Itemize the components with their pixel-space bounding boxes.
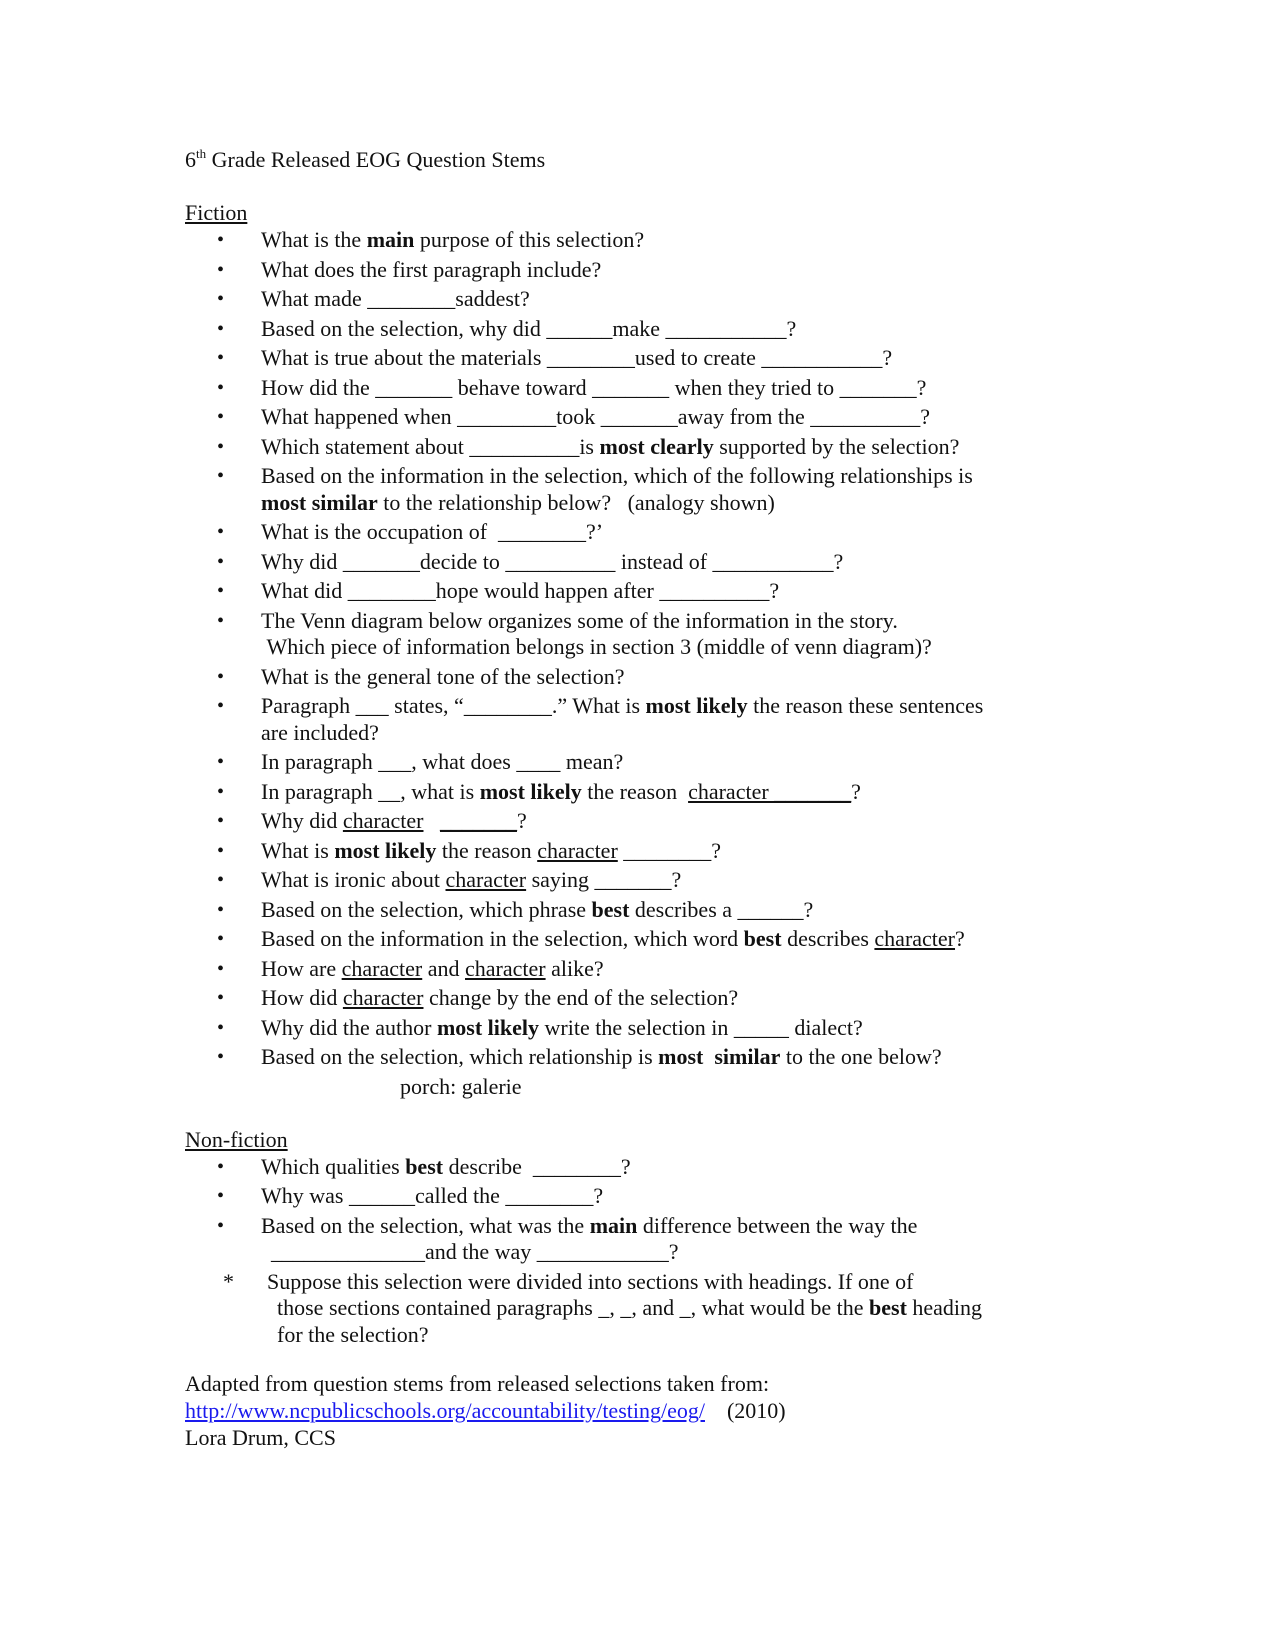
nonfiction-heading: Non-fiction xyxy=(185,1126,288,1152)
text-run: to the relationship below? (analogy shown) xyxy=(377,489,775,515)
question-item xyxy=(185,779,1085,806)
underlined-text: character xyxy=(537,837,618,863)
text-run: write the selection in _____ dialect? xyxy=(539,1014,863,1040)
underlined-text: character xyxy=(342,808,424,833)
question-item xyxy=(185,227,1085,254)
text-run: Which statement about __________is xyxy=(261,433,600,459)
bullet-icon: • xyxy=(217,1016,225,1039)
indented-text: ______________and the way ____________? xyxy=(271,1239,679,1264)
emphasis-text: most likely xyxy=(645,693,748,718)
question-item xyxy=(185,897,1085,924)
text-run: ? xyxy=(851,778,861,804)
emphasis-text: best xyxy=(743,926,782,951)
question-item xyxy=(185,257,1085,284)
question-item xyxy=(185,286,1085,313)
emphasis-text: most clearly xyxy=(599,433,714,459)
bullet-icon: • xyxy=(217,550,225,573)
text-run: What is the xyxy=(261,227,367,252)
bullet-icon: • xyxy=(217,521,225,543)
bullet-icon: • xyxy=(217,839,225,862)
bullet-icon: • xyxy=(217,376,225,399)
question-item xyxy=(185,926,1085,953)
question-item xyxy=(185,316,1085,343)
source-note: Adapted from question stems from released selections taken from: xyxy=(185,1371,770,1396)
text-run: What is ironic about xyxy=(261,867,446,892)
title-superscript: th xyxy=(196,146,207,161)
text-run: change by the end of the selection? xyxy=(423,985,739,1010)
text-run xyxy=(423,808,440,833)
text-run: Which piece of information belongs in section 3 (middle of venn diagram)? xyxy=(261,634,932,659)
question-item xyxy=(185,519,1085,546)
text-run: the reason xyxy=(436,837,538,863)
text-run: Paragraph ___ states, “________.” What is xyxy=(261,693,646,718)
text-run: What does the first paragraph include? xyxy=(261,256,602,282)
title-text: Grade Released EOG Question Stems xyxy=(206,147,546,172)
source-footer xyxy=(185,1370,1085,1451)
text-run: describe ________? xyxy=(443,1153,631,1179)
question-item xyxy=(185,749,1085,776)
source-link[interactable]: http://www.ncpublicschools.org/accountability/testing/eog/ xyxy=(185,1398,705,1423)
question-item xyxy=(185,404,1085,431)
emphasis-text: main xyxy=(366,227,415,252)
analogy-example: porch: galerie xyxy=(400,1073,522,1099)
question-item xyxy=(185,463,1085,516)
bullet-icon: • xyxy=(217,258,225,281)
text-run: What made ________saddest? xyxy=(261,286,530,311)
text-run: ? xyxy=(516,808,527,833)
text-run: the reason xyxy=(581,778,689,804)
emphasis-text: best xyxy=(591,896,630,922)
text-run: Based on the selection, why did ______make ___________? xyxy=(261,315,797,341)
text-run: describes a ______? xyxy=(629,896,814,922)
bullet-icon: • xyxy=(217,695,225,717)
text-run: Why did xyxy=(261,808,343,833)
page-title xyxy=(185,145,1085,175)
asterisk-marker: * xyxy=(223,1268,234,1294)
text-run: What is true about the materials ________used to create ___________? xyxy=(261,345,893,370)
bullet-icon: • xyxy=(217,869,225,891)
starred-question xyxy=(185,1269,1085,1349)
text-run: In paragraph ___, what does ____ mean? xyxy=(261,749,624,774)
text-run: and xyxy=(422,955,465,981)
bullet-icon: • xyxy=(217,1214,225,1237)
text-run: alike? xyxy=(545,955,604,981)
question-item xyxy=(185,1183,1085,1210)
text-run: How did the _______ behave toward _______ when they tried to _______? xyxy=(261,374,927,400)
text-run: heading xyxy=(906,1295,983,1320)
text-run: Why did the author xyxy=(261,1014,437,1040)
text-run: What is the general tone of the selection? xyxy=(261,663,625,689)
text-run: How did xyxy=(261,985,343,1010)
bullet-icon: • xyxy=(217,609,225,632)
question-item xyxy=(185,664,1085,691)
text-run: Based on the information in the selection, which of the following relationships is xyxy=(261,463,979,488)
text-run: Based on the selection, what was the xyxy=(261,1212,590,1238)
question-item xyxy=(185,578,1085,605)
text-run: In paragraph __, what is xyxy=(261,778,480,804)
emphasis-text: most likely xyxy=(479,778,582,804)
bullet-icon: • xyxy=(217,751,225,773)
bullet-icon: • xyxy=(217,957,225,980)
text-run: Based on the information in the selection, which word xyxy=(261,926,744,951)
underlined-text: _______ xyxy=(439,808,517,833)
bullet-icon: • xyxy=(217,987,225,1009)
emphasis-text: most likely xyxy=(436,1014,540,1040)
bullet-icon: • xyxy=(217,347,225,369)
bullet-icon: • xyxy=(217,1185,225,1207)
emphasis-text: best xyxy=(405,1153,444,1179)
text-run: difference between the way the xyxy=(637,1212,918,1238)
emphasis-text: main xyxy=(589,1212,638,1238)
bullet-icon: • xyxy=(217,580,225,602)
text-run: describes xyxy=(781,926,875,951)
text-run: What happened when _________took _______away from the __________? xyxy=(261,404,931,429)
question-item xyxy=(185,808,1085,835)
text-run: Which qualities xyxy=(261,1153,406,1179)
bullet-icon: • xyxy=(217,780,225,803)
text-run: saying _______? xyxy=(526,867,682,892)
text-run: Based on the selection, which relationship is xyxy=(261,1044,659,1069)
source-year: (2010) xyxy=(704,1398,786,1423)
text-run: The Venn diagram below organizes some of the information in the story. xyxy=(261,607,898,633)
bullet-icon: • xyxy=(217,810,225,832)
question-item xyxy=(185,1044,1085,1071)
text-run: to the one below? xyxy=(780,1044,942,1069)
nonfiction-question-list xyxy=(185,1154,1085,1266)
underlined-text: character xyxy=(341,955,423,981)
emphasis-text: most likely xyxy=(334,837,437,863)
bullet-icon: • xyxy=(217,1046,225,1068)
emphasis-text: most similar xyxy=(658,1044,781,1069)
title-number: 6 xyxy=(185,147,196,172)
indented-text: those sections contained paragraphs _, _, and _, what would be the xyxy=(277,1295,870,1320)
question-item xyxy=(185,549,1085,576)
text-run: purpose of this selection? xyxy=(414,227,645,252)
underlined-text: character xyxy=(465,955,546,981)
question-item xyxy=(185,345,1085,372)
question-item xyxy=(185,375,1085,402)
bullet-icon: • xyxy=(217,465,225,487)
text-run: the reason these sentences xyxy=(747,693,989,718)
text-run: What is the occupation of ________?’ xyxy=(261,519,604,544)
question-item xyxy=(185,985,1085,1012)
document-page xyxy=(185,145,1085,1451)
text-run: How are xyxy=(261,955,342,981)
question-item xyxy=(185,867,1085,894)
fiction-heading: Fiction xyxy=(185,200,248,225)
text-run: What did ________hope would happen after __________? xyxy=(261,578,780,603)
bullet-icon: • xyxy=(217,928,225,950)
text-run: Based on the selection, which phrase xyxy=(261,896,592,922)
question-item xyxy=(185,1015,1085,1042)
question-item xyxy=(185,838,1085,865)
question-item xyxy=(185,608,1085,661)
bullet-icon: • xyxy=(217,1155,225,1178)
emphasis-text: best xyxy=(869,1295,907,1320)
text-run: ________? xyxy=(617,837,722,863)
emphasis-text: most similar xyxy=(261,489,378,515)
starred-question-text xyxy=(267,1269,982,1347)
text-run: supported by the selection? xyxy=(713,433,960,459)
bullet-icon: • xyxy=(217,435,225,458)
question-item xyxy=(185,1213,1085,1266)
question-item xyxy=(185,1154,1085,1181)
underlined-text: character xyxy=(874,926,956,951)
bullet-icon: • xyxy=(217,665,225,688)
bullet-icon: • xyxy=(217,317,225,340)
bullet-icon: • xyxy=(217,406,225,428)
text-run: Suppose this selection were divided into sections with headings. If one of xyxy=(267,1268,914,1294)
source-link-line xyxy=(185,1397,1085,1424)
indented-text: for the selection? xyxy=(277,1321,429,1347)
text-run: are included? xyxy=(261,719,379,745)
bullet-icon: • xyxy=(217,229,225,251)
text-run: What is xyxy=(261,837,335,863)
bullet-icon: • xyxy=(217,288,225,310)
question-item xyxy=(185,693,1085,746)
fiction-question-list xyxy=(185,227,1085,1071)
underlined-text: character xyxy=(445,867,527,892)
text-run: Why did _______decide to __________ instead of ___________? xyxy=(261,548,844,574)
bullet-icon: • xyxy=(217,898,225,921)
author-credit: Lora Drum, CCS xyxy=(185,1425,336,1450)
question-item xyxy=(185,434,1085,461)
text-run: Why was ______called the ________? xyxy=(261,1183,604,1208)
underlined-text: character _______ xyxy=(688,778,852,804)
question-item xyxy=(185,956,1085,983)
underlined-text: character xyxy=(342,985,424,1010)
text-run: ? xyxy=(955,926,965,951)
